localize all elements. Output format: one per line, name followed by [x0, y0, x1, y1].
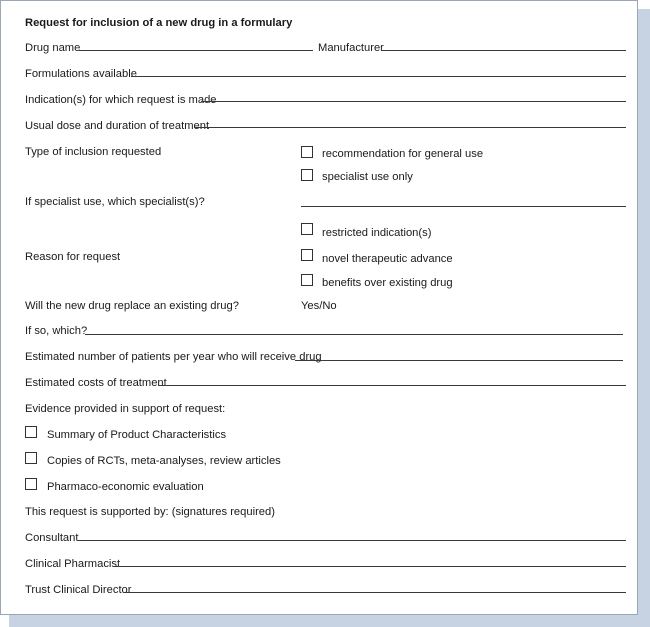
patients-label: Estimated number of patients per year who will receive drug: [25, 351, 322, 363]
replace-label: Will the new drug replace an existing drug?: [25, 300, 239, 312]
costs-label: Estimated costs of treatment: [25, 377, 167, 389]
checkbox-novel-advance[interactable]: [301, 249, 313, 261]
formulations-label: Formulations available: [25, 68, 137, 80]
drug-name-label: Drug name: [25, 42, 81, 54]
checkbox-spc[interactable]: [25, 426, 37, 438]
indications-label: Indication(s) for which request is made: [25, 94, 217, 106]
spc-label: Summary of Product Characteristics: [47, 429, 227, 441]
form-title: Request for inclusion of a new drug in a formulary: [25, 17, 293, 29]
checkbox-restricted-indication[interactable]: [301, 223, 313, 235]
checkbox-general-use[interactable]: [301, 146, 313, 158]
pharmacist-signature-field[interactable]: [113, 566, 626, 567]
novel-advance-label: novel therapeutic advance: [322, 253, 453, 265]
consultant-signature-field[interactable]: [77, 540, 626, 541]
director-label: Trust Clinical Director: [25, 584, 132, 596]
supported-label: This request is supported by: (signatures required): [25, 506, 275, 518]
patients-field[interactable]: [295, 360, 623, 361]
consultant-label: Consultant: [25, 532, 79, 544]
restricted-indication-label: restricted indication(s): [322, 227, 432, 239]
checkbox-benefits-existing[interactable]: [301, 274, 313, 286]
rcts-label: Copies of RCTs, meta-analyses, review articles: [47, 455, 281, 467]
checkbox-rcts[interactable]: [25, 452, 37, 464]
costs-field[interactable]: [159, 385, 626, 386]
inclusion-type-label: Type of inclusion requested: [25, 146, 162, 158]
which-field[interactable]: [85, 334, 623, 335]
checkbox-pharmaco-economic[interactable]: [25, 478, 37, 490]
specialist-use-label: specialist use only: [322, 171, 413, 183]
reason-label: Reason for request: [25, 251, 121, 263]
indications-field[interactable]: [201, 101, 626, 102]
manufacturer-field[interactable]: [381, 50, 626, 51]
usual-dose-label: Usual dose and duration of treatment: [25, 120, 210, 132]
which-label: If so, which?: [25, 325, 88, 337]
specialist-field[interactable]: [301, 206, 626, 207]
pharmaco-economic-label: Pharmaco-economic evaluation: [47, 481, 204, 493]
manufacturer-label: Manufacturer: [318, 42, 384, 54]
specialist-label: If specialist use, which specialist(s)?: [25, 196, 205, 208]
evidence-label: Evidence provided in support of request:: [25, 403, 226, 415]
checkbox-specialist-use[interactable]: [301, 169, 313, 181]
drug-name-field[interactable]: [79, 50, 313, 51]
replace-answer[interactable]: Yes/No: [301, 300, 337, 312]
usual-dose-field[interactable]: [194, 127, 626, 128]
pharmacist-label: Clinical Pharmacist: [25, 558, 121, 570]
general-use-label: recommendation for general use: [322, 148, 484, 160]
benefits-existing-label: benefits over existing drug: [322, 277, 453, 289]
formulations-field[interactable]: [131, 76, 626, 77]
director-signature-field[interactable]: [123, 592, 626, 593]
